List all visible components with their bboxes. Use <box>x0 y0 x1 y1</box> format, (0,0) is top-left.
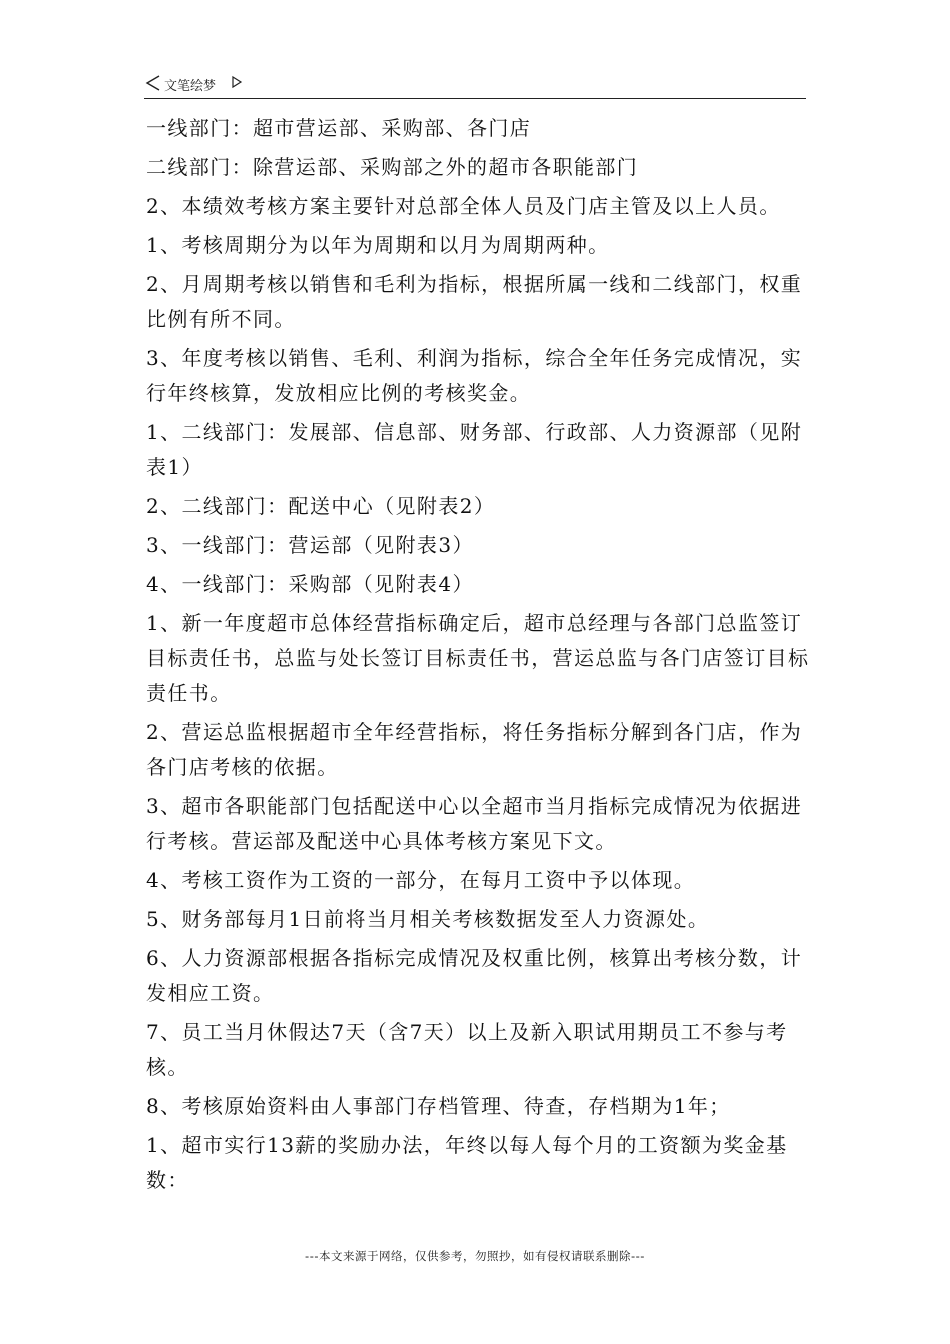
paragraph: 3、超市各职能部门包括配送中心以全超市当月指标完成情况为依据进行考核。营运部及配送中心具体考核方案见下文。 <box>146 794 803 853</box>
paragraph: 3、年度考核以销售、毛利、利润为指标，综合全年任务完成情况，实行年终核算，发放相应比例的考核奖金。 <box>146 346 803 405</box>
paragraph: 2、二线部门：配送中心（见附表2） <box>146 494 496 518</box>
paragraph: 二线部门：除营运部、采购部之外的超市各职能部门 <box>146 155 639 179</box>
paragraph: 2、本绩效考核方案主要针对总部全体人员及门店主管及以上人员。 <box>146 194 781 218</box>
paragraph: 3、一线部门：营运部（见附表3） <box>146 533 474 557</box>
left-triangle-icon <box>144 74 162 92</box>
document-body <box>146 111 814 1202</box>
paragraph: 2、营运总监根据超市全年经营指标，将任务指标分解到各门店，作为各门店考核的依据。 <box>146 720 803 779</box>
paragraph: 5、财务部每月1日前将当月相关考核数据发至人力资源处。 <box>146 907 710 931</box>
paragraph: 一线部门：超市营运部、采购部、各门店 <box>146 116 532 140</box>
right-triangle-icon <box>231 75 243 89</box>
paragraph: 8、考核原始资料由人事部门存档管理、待查，存档期为1年； <box>146 1094 731 1118</box>
footer-disclaimer: ---本文来源于网络，仅供参考，勿照抄，如有侵权请联系删除--- <box>305 1249 645 1263</box>
paragraph: 6、人力资源部根据各指标完成情况及权重比例，核算出考核分数，计发相应工资。 <box>146 946 803 1005</box>
paragraph: 7、员工当月休假达7天（含7天）以上及新入职试用期员工不参与考核。 <box>146 1020 788 1079</box>
paragraph: 4、考核工资作为工资的一部分，在每月工资中予以体现。 <box>146 868 696 892</box>
paragraph: 1、新一年度超市总体经营指标确定后，超市总经理与各部门总监签订目标责任书，总监与处长签订目标责任书，营运总监与各门店签订目标责任书。 <box>146 611 810 705</box>
paragraph: 1、超市实行13薪的奖励办法，年终以每人每个月的工资额为奖金基数： <box>146 1133 788 1192</box>
paragraph: 4、一线部门：采购部（见附表4） <box>146 572 474 596</box>
paragraph: 1、考核周期分为以年为周期和以月为周期两种。 <box>146 233 610 257</box>
paragraph: 1、二线部门：发展部、信息部、财务部、行政部、人力资源部（见附表1） <box>146 420 803 479</box>
paragraph: 2、月周期考核以销售和毛利为指标，根据所属一线和二线部门，权重比例有所不同。 <box>146 272 803 331</box>
page-header <box>144 72 806 99</box>
header-brand: 文笔绘梦 <box>164 79 217 94</box>
